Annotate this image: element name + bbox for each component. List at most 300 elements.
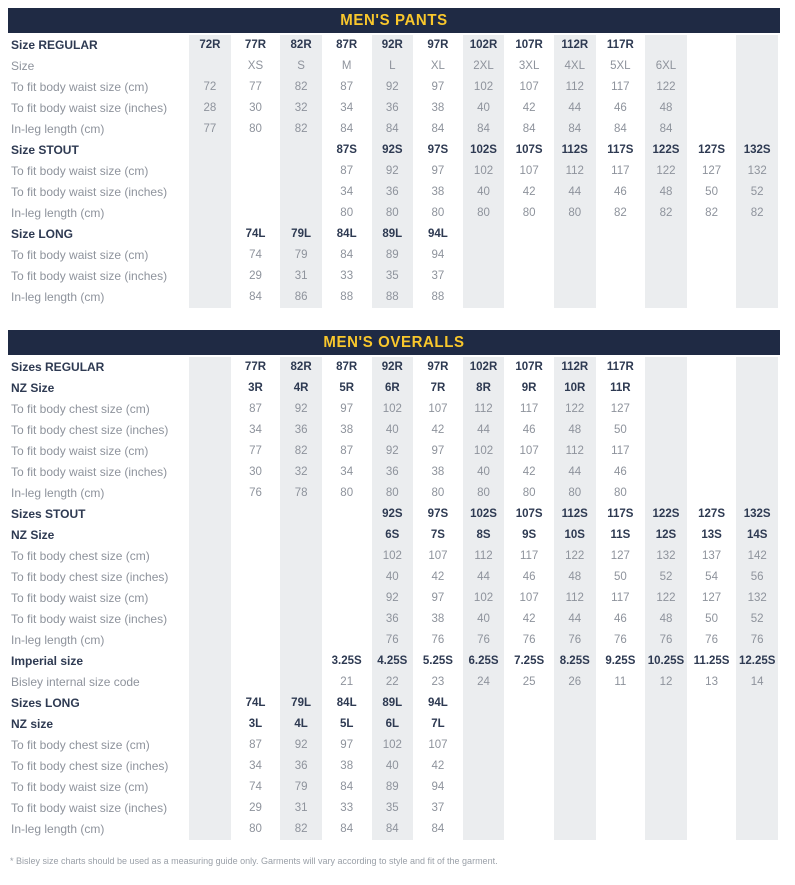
empty-cell: [233, 630, 279, 651]
size-cell: 97: [431, 165, 445, 177]
size-cell: 102: [461, 77, 507, 98]
size-cell: 92: [370, 441, 416, 462]
empty-cell: [643, 378, 689, 399]
size-cell: 97R: [427, 361, 449, 373]
row-label: NZ Size: [11, 528, 55, 542]
size-cell: 76: [249, 487, 262, 499]
size-cell: 9R: [521, 382, 537, 394]
empty-cell: [461, 266, 507, 287]
size-cell: 80: [522, 487, 536, 499]
size-cell: 4R: [278, 378, 324, 399]
empty-cell: [689, 98, 735, 119]
size-cell: 87: [249, 403, 262, 415]
table-row: [8, 525, 780, 546]
empty-cell: [734, 756, 780, 777]
empty-cell: [552, 735, 598, 756]
empty-cell: [187, 203, 233, 224]
empty-cell: [734, 399, 780, 420]
size-cell: 33: [340, 270, 354, 282]
empty-cell: [233, 651, 279, 672]
size-cell: 22: [370, 672, 416, 693]
size-cell: 36: [370, 182, 416, 203]
empty-cell: [461, 714, 507, 735]
size-cell: 127: [701, 165, 722, 177]
table-row: [8, 504, 780, 525]
empty-cell: [278, 546, 324, 567]
size-cell: 84: [613, 123, 627, 135]
empty-cell: [689, 287, 735, 308]
row-label: Size LONG: [11, 227, 74, 241]
empty-cell: [187, 693, 233, 714]
size-cell: 82: [278, 77, 324, 98]
size-cell: 80: [249, 823, 262, 835]
size-cell: 6R: [370, 378, 416, 399]
size-cell: 84: [431, 123, 445, 135]
size-cell: 52: [734, 182, 780, 203]
size-cell: 97R: [427, 39, 449, 51]
size-cell: 4L: [278, 714, 324, 735]
size-cell: 87: [249, 739, 262, 751]
table-row: [8, 651, 780, 672]
empty-cell: [187, 56, 233, 77]
empty-cell: [734, 287, 780, 308]
empty-cell: [734, 462, 780, 483]
empty-cell: [643, 399, 689, 420]
size-cell: 11S: [610, 529, 631, 541]
size-cell: 50: [613, 571, 627, 583]
table-row: [8, 224, 780, 245]
size-cell: 102: [461, 588, 507, 609]
empty-cell: [506, 245, 552, 266]
empty-cell: [734, 420, 780, 441]
size-cell: 127S: [698, 508, 725, 520]
empty-cell: [187, 245, 233, 266]
size-cell: 84: [370, 819, 416, 840]
empty-cell: [187, 357, 233, 378]
size-cell: 72: [187, 77, 233, 98]
size-cell: 97: [340, 739, 354, 751]
size-cell: 14: [734, 672, 780, 693]
empty-cell: [734, 714, 780, 735]
size-cell: 84: [340, 123, 354, 135]
size-cell: 112: [552, 77, 598, 98]
size-cell: 23: [431, 676, 445, 688]
empty-cell: [643, 483, 689, 504]
size-cell: 84: [643, 119, 689, 140]
size-cell: 6S: [370, 525, 416, 546]
size-cell: 82: [643, 203, 689, 224]
size-cell: 46: [522, 571, 536, 583]
size-cell: 46: [613, 613, 627, 625]
empty-cell: [506, 819, 552, 840]
size-cell: 36: [370, 609, 416, 630]
size-cell: 84L: [336, 697, 357, 709]
size-cell: 26: [552, 672, 598, 693]
mens-pants-table: [8, 8, 780, 308]
table-row: [8, 588, 780, 609]
row-label: To fit body waist size (cm): [11, 164, 149, 178]
size-cell: 112S: [552, 140, 598, 161]
size-cell: 102S: [461, 504, 507, 525]
size-cell: 86: [278, 287, 324, 308]
size-cell: 117: [611, 445, 630, 457]
table-row: [8, 98, 780, 119]
size-cell: 11.25S: [693, 655, 730, 667]
size-cell: 44: [461, 420, 507, 441]
size-cell: 112R: [552, 35, 598, 56]
size-cell: 107: [428, 550, 448, 562]
size-cell: 102: [370, 735, 416, 756]
row-label: To fit body chest size (cm): [11, 402, 150, 416]
empty-cell: [689, 441, 735, 462]
size-cell: 87R: [336, 361, 358, 373]
size-cell: 84: [249, 291, 262, 303]
size-cell: 7R: [430, 382, 446, 394]
size-cell: XL: [430, 60, 445, 72]
size-cell: 80: [431, 207, 445, 219]
size-table: [8, 357, 780, 840]
empty-cell: [187, 224, 233, 245]
row-label: Sizes STOUT: [11, 507, 86, 521]
size-cell: 122S: [643, 504, 689, 525]
size-cell: 46: [613, 102, 627, 114]
size-cell: 46: [522, 424, 536, 436]
empty-cell: [734, 798, 780, 819]
size-cell: 84: [461, 119, 507, 140]
empty-cell: [552, 777, 598, 798]
empty-cell: [734, 98, 780, 119]
size-cell: 112R: [552, 357, 598, 378]
empty-cell: [552, 287, 598, 308]
size-cell: 48: [552, 420, 598, 441]
size-cell: 36: [278, 756, 324, 777]
size-cell: 76: [552, 630, 598, 651]
empty-cell: [598, 735, 644, 756]
size-cell: 80: [340, 487, 354, 499]
size-cell: 44: [552, 609, 598, 630]
size-cell: 80: [552, 483, 598, 504]
size-cell: 132: [734, 161, 780, 182]
size-cell: 21: [340, 676, 354, 688]
row-label: In-leg length (cm): [11, 633, 105, 647]
table-row: [8, 672, 780, 693]
size-cell: 38: [431, 186, 445, 198]
empty-cell: [187, 140, 233, 161]
size-cell: 37: [431, 802, 445, 814]
size-cell: 42: [431, 760, 445, 772]
row-label: Sizes REGULAR: [11, 360, 105, 374]
size-cell: 3.25S: [331, 655, 362, 667]
size-cell: 25: [522, 676, 536, 688]
size-cell: 38: [431, 102, 445, 114]
table-title: MEN'S OVERALLS: [323, 333, 465, 352]
size-cell: 74: [249, 781, 262, 793]
size-cell: 40: [370, 420, 416, 441]
size-cell: 10R: [552, 378, 598, 399]
size-cell: 6XL: [643, 56, 689, 77]
table-row: [8, 630, 780, 651]
empty-cell: [689, 266, 735, 287]
empty-cell: [187, 441, 233, 462]
size-cell: 127: [701, 592, 722, 604]
empty-cell: [233, 182, 279, 203]
row-label: To fit body chest size (cm): [11, 738, 150, 752]
size-cell: 48: [643, 98, 689, 119]
empty-cell: [187, 714, 233, 735]
size-cell: 42: [522, 186, 536, 198]
empty-cell: [506, 756, 552, 777]
empty-cell: [689, 77, 735, 98]
empty-cell: [506, 287, 552, 308]
table-row: [8, 182, 780, 203]
size-cell: 40: [370, 756, 416, 777]
size-cell: 122: [643, 588, 689, 609]
empty-cell: [689, 245, 735, 266]
empty-cell: [187, 588, 233, 609]
size-cell: 92S: [370, 504, 416, 525]
size-cell: 8S: [461, 525, 507, 546]
empty-cell: [552, 224, 598, 245]
size-cell: 84: [522, 123, 536, 135]
size-cell: 97: [340, 403, 354, 415]
empty-cell: [461, 819, 507, 840]
size-cell: XS: [247, 60, 264, 72]
empty-cell: [598, 714, 644, 735]
size-cell: 7S: [430, 529, 445, 541]
size-cell: 84L: [336, 228, 357, 240]
size-cell: 31: [278, 266, 324, 287]
size-cell: S: [278, 56, 324, 77]
size-cell: 117: [611, 165, 630, 177]
table-row: [8, 287, 780, 308]
size-cell: 127: [610, 403, 630, 415]
size-cell: 6.25S: [461, 651, 507, 672]
overalls-title-bar: [8, 330, 780, 355]
size-cell: 44: [552, 98, 598, 119]
size-cell: 5XL: [610, 60, 631, 72]
empty-cell: [187, 546, 233, 567]
size-cell: 5L: [339, 718, 354, 730]
size-cell: 38: [431, 466, 445, 478]
empty-cell: [324, 588, 370, 609]
empty-cell: [233, 140, 279, 161]
size-cell: 82: [705, 207, 718, 219]
empty-cell: [643, 420, 689, 441]
row-label: To fit body chest size (inches): [11, 759, 169, 773]
row-label: Imperial size: [11, 654, 84, 668]
empty-cell: [187, 266, 233, 287]
size-cell: 102: [461, 161, 507, 182]
size-cell: 132S: [734, 504, 780, 525]
empty-cell: [689, 819, 735, 840]
size-cell: 4.25S: [370, 651, 416, 672]
row-label: To fit body waist size (cm): [11, 80, 149, 94]
empty-cell: [324, 525, 370, 546]
empty-cell: [689, 483, 735, 504]
size-cell: 89: [370, 245, 416, 266]
empty-cell: [689, 420, 735, 441]
size-cell: 34: [340, 466, 354, 478]
size-cell: 77R: [244, 361, 267, 373]
size-cell: 24: [461, 672, 507, 693]
empty-cell: [233, 525, 279, 546]
size-cell: 107R: [515, 39, 543, 51]
empty-cell: [324, 504, 370, 525]
empty-cell: [643, 266, 689, 287]
empty-cell: [734, 357, 780, 378]
empty-cell: [506, 693, 552, 714]
empty-cell: [552, 714, 598, 735]
row-label: To fit body chest size (inches): [11, 570, 169, 584]
size-cell: 46: [613, 466, 627, 478]
size-cell: 117: [611, 81, 630, 93]
row-label: In-leg length (cm): [11, 206, 105, 220]
table-row: [8, 609, 780, 630]
size-cell: 28: [187, 98, 233, 119]
row-label: To fit body waist size (cm): [11, 444, 149, 458]
size-cell: 38: [340, 760, 354, 772]
size-cell: 8R: [461, 378, 507, 399]
size-cell: 80: [461, 203, 507, 224]
row-label: In-leg length (cm): [11, 822, 105, 836]
size-cell: 78: [278, 483, 324, 504]
size-cell: 117R: [606, 39, 634, 51]
empty-cell: [461, 798, 507, 819]
size-cell: 87S: [336, 144, 357, 156]
empty-cell: [734, 483, 780, 504]
table-row: [8, 56, 780, 77]
empty-cell: [643, 714, 689, 735]
size-cell: 88: [431, 291, 445, 303]
size-cell: 92S: [370, 140, 416, 161]
size-cell: 48: [552, 567, 598, 588]
empty-cell: [734, 56, 780, 77]
size-cell: 42: [522, 613, 536, 625]
size-cell: 107: [428, 403, 448, 415]
row-label: Size STOUT: [11, 143, 79, 157]
empty-cell: [461, 756, 507, 777]
size-cell: 84: [370, 119, 416, 140]
size-cell: 89L: [370, 224, 416, 245]
size-cell: 92: [370, 588, 416, 609]
empty-cell: [643, 287, 689, 308]
empty-cell: [461, 735, 507, 756]
empty-cell: [734, 224, 780, 245]
row-label: NZ size: [11, 717, 54, 731]
size-cell: 89L: [370, 693, 416, 714]
row-label: To fit body waist size (inches): [11, 185, 168, 199]
size-cell: L: [370, 56, 416, 77]
empty-cell: [598, 819, 644, 840]
empty-cell: [461, 287, 507, 308]
size-cell: 50: [705, 186, 718, 198]
size-cell: 5R: [339, 382, 355, 394]
empty-cell: [689, 119, 735, 140]
table-row: [8, 203, 780, 224]
empty-cell: [643, 441, 689, 462]
size-cell: 56: [734, 567, 780, 588]
size-cell: 44: [461, 567, 507, 588]
empty-cell: [552, 266, 598, 287]
size-cell: 35: [370, 266, 416, 287]
empty-cell: [187, 525, 233, 546]
size-cell: 132S: [734, 140, 780, 161]
row-label: To fit body waist size (inches): [11, 269, 168, 283]
table-row: [8, 819, 780, 840]
table-row: [8, 462, 780, 483]
size-cell: 107: [428, 739, 448, 751]
table-row: [8, 266, 780, 287]
size-cell: 76: [370, 630, 416, 651]
size-cell: 112: [461, 546, 507, 567]
empty-cell: [506, 266, 552, 287]
empty-cell: [734, 245, 780, 266]
empty-cell: [506, 735, 552, 756]
size-cell: 107: [519, 165, 539, 177]
size-cell: 122S: [643, 140, 689, 161]
table-row: [8, 441, 780, 462]
empty-cell: [689, 357, 735, 378]
size-cell: 50: [705, 613, 718, 625]
empty-cell: [734, 119, 780, 140]
empty-cell: [734, 441, 780, 462]
size-cell: 33: [340, 802, 354, 814]
size-cell: 9.25S: [605, 655, 636, 667]
row-label: To fit body waist size (inches): [11, 612, 168, 626]
size-cell: 97: [431, 592, 445, 604]
empty-cell: [506, 798, 552, 819]
empty-cell: [233, 504, 279, 525]
size-cell: 10S: [552, 525, 598, 546]
table-row: [8, 756, 780, 777]
empty-cell: [643, 35, 689, 56]
size-cell: 54: [705, 571, 718, 583]
size-cell: 92: [370, 161, 416, 182]
size-cell: 88: [370, 287, 416, 308]
empty-cell: [233, 546, 279, 567]
row-label: Sizes LONG: [11, 696, 80, 710]
size-cell: 40: [461, 98, 507, 119]
size-cell: 13S: [701, 529, 722, 541]
size-cell: 38: [340, 424, 354, 436]
size-cell: 87: [340, 81, 354, 93]
empty-cell: [734, 35, 780, 56]
size-cell: 117S: [607, 144, 634, 156]
table-row: [8, 245, 780, 266]
table-row: [8, 35, 780, 56]
size-cell: 84: [340, 249, 354, 261]
empty-cell: [187, 399, 233, 420]
empty-cell: [233, 161, 279, 182]
empty-cell: [324, 567, 370, 588]
empty-cell: [187, 651, 233, 672]
table-row: [8, 420, 780, 441]
table-row: [8, 735, 780, 756]
empty-cell: [187, 756, 233, 777]
size-cell: 112: [552, 161, 598, 182]
empty-cell: [278, 630, 324, 651]
size-cell: 4XL: [552, 56, 598, 77]
size-cell: 38: [431, 613, 445, 625]
size-cell: 34: [249, 760, 262, 772]
size-cell: 137: [701, 550, 722, 562]
size-cell: 10.25S: [643, 651, 689, 672]
size-cell: 112: [552, 588, 598, 609]
size-cell: 79: [278, 777, 324, 798]
empty-cell: [643, 357, 689, 378]
empty-cell: [643, 735, 689, 756]
size-cell: 122: [643, 77, 689, 98]
